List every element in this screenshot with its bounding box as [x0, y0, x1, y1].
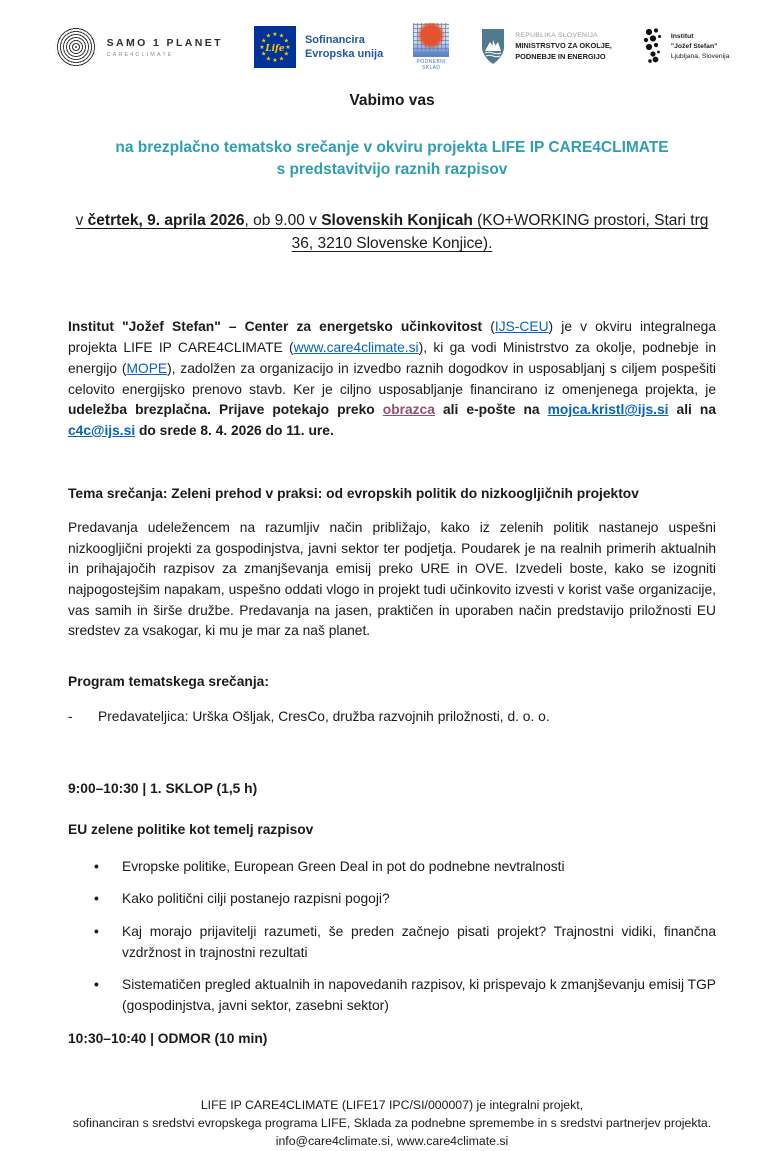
svg-text:★: ★ — [265, 55, 272, 63]
list-item — [68, 857, 716, 878]
program-heading: Program tematskega srečanja: — [68, 674, 269, 690]
dateline-text: v — [75, 211, 88, 229]
logo-eu-life — [253, 25, 383, 69]
samo1planet-text — [107, 37, 223, 58]
link-email-c4c[interactable]: c4c@ijs.si — [68, 422, 136, 438]
footer-line3: info@care4climate.si, www.care4climate.si — [275, 1134, 509, 1149]
link-care4climate[interactable]: www.care4climate.si — [293, 340, 419, 356]
podnebni-caption-line2: SKLAD — [422, 65, 441, 71]
ministry-line1: REPUBLIKA SLOVENIJA — [515, 32, 598, 40]
samo1planet-name: SAMO 1 PLANET — [106, 36, 223, 49]
podnebni-caption-line1: PODNEBNI — [416, 58, 446, 65]
footer-line2: sofinanciran s sredstvi evropskega programa LIFE, Sklada za podnebne spremembe in s sredstvi partnerjev projekta. — [72, 1115, 712, 1130]
intro-text: ( — [490, 319, 495, 335]
bullet-icon: • — [94, 924, 99, 940]
svg-text:★: ★ — [272, 31, 278, 38]
topic-heading: Tema srečanja: Zeleni prehod v praksi: od evropskih politik do nizkoogljičnih projektov — [68, 485, 639, 501]
logo-podnebni-sklad — [413, 23, 449, 72]
bullet-icon: • — [94, 858, 99, 874]
bullet-text: Kaj morajo prijavitelji razumeti, še preden začnejo pisati projekt? Trajnostni vidiki, finančna vzdržnost in trajnostni rezultati — [122, 924, 716, 960]
ministry-text — [515, 31, 612, 62]
bullet-text: Sistematičen pregled aktualnih in napovedanih razpisov, ki prispevajo k zmanjševanju emisij TGP (gospodinjstva, javni sektor, zasebni sektor) — [122, 977, 716, 1014]
ministry-line2: MINISTRSTVO ZA OKOLJE, — [515, 41, 612, 51]
intro-text: ), ki ga vodi Ministrstvo za okolje, podnebje in energijo ( — [68, 340, 716, 376]
fingerprint-globe-icon — [55, 26, 97, 68]
svg-text:★: ★ — [278, 32, 285, 40]
life-logo-label: Life — [265, 44, 285, 54]
eu-cofinance-text — [305, 33, 383, 62]
topic-description: Predavanja udeležencem na razumljiv način približajo, kako iz zelenih politik nastanejo uspešni nizkoogljični projekti za gospodinjstva, javni sektor ter podjetja. Poudarek je na realnih primerih aktualnih in prihajajočih razpisov za zmanjševanja emisij preko URE in OVE. Izvedeli boste, kako se izogniti najpogostejšim napakam, uspešno oddati vlogo in projekt tudi učinkovito izvesti v korist vaše organizacije, vas samih in širše družbe. Predavanja na jasen, praktičen in uporaben način predstavijo priložnosti EU sredstev za vsakogar, ki mu je mar za naš planet. — [68, 520, 716, 639]
sklop1-time-heading: 9:00–10:30 | 1. SKLOP (1,5 h) — [68, 781, 258, 797]
event-subtitle — [68, 137, 716, 182]
svg-text:★: ★ — [260, 50, 267, 58]
svg-text:★: ★ — [283, 37, 289, 45]
dash-marker: - — [68, 708, 73, 724]
eu-line2: Evropska unija — [304, 48, 384, 60]
samo1planet-subtitle: CARE4CLIMATE — [106, 51, 174, 58]
dateline-text: (KO+WORKING prostori, Stari trg 36, 3210 Slovenske Konjice). — [291, 211, 709, 253]
program-item — [68, 707, 716, 728]
sklop1-bullet-list — [68, 857, 716, 1017]
dateline-place: Slovenskih Konjicah — [321, 211, 473, 229]
intro-text: ), zadolžen za organizacijo in izvedbo raznih dogodkov in usposabljanj s ciljem pospešiti celovito energijsko prenovo stavb. Ker je ciljno usposabljanje financirano iz omenjenega projekta, je — [68, 360, 716, 397]
intro-bold-deadline: do srede 8. 4. 2026 do 11. ure. — [135, 422, 334, 438]
dateline-date: četrtek, 9. aprila 2026 — [87, 211, 245, 229]
event-subtitle-line2: s predstavitvijo raznih razpisov — [276, 161, 508, 179]
ijs-text — [671, 32, 730, 63]
svg-text:★: ★ — [278, 55, 285, 63]
event-date-location — [68, 209, 716, 256]
logo-header — [68, 20, 730, 74]
program-item-text: Predavateljica: Urška Ošljak, CresCo, družba razvojnih priložnosti, d. o. o. — [98, 708, 550, 724]
list-item — [68, 889, 716, 910]
intro-paragraph — [68, 317, 716, 441]
ijs-dots-icon — [642, 27, 664, 67]
slovenia-coat-of-arms-icon — [479, 27, 507, 67]
intro-bold-or-email: ali e-pošte na — [434, 402, 548, 418]
break-heading: 10:30–10:40 | ODMOR (10 min) — [68, 1030, 268, 1046]
intro-bold-free: udeležba brezplačna. Prijave potekajo preko — [68, 402, 383, 418]
intro-bold-lead: Institut "Jožef Stefan" – Center za energetsko učinkovitost — [68, 319, 491, 335]
link-email-mojca[interactable]: mojca.kristl@ijs.si — [547, 402, 669, 418]
document-footer — [0, 1096, 784, 1151]
svg-text:★: ★ — [259, 44, 265, 51]
svg-text:★: ★ — [283, 50, 289, 58]
podnebni-sklad-caption — [417, 59, 446, 72]
event-subtitle-line1: na brezplačno tematsko srečanje v okviru projekta LIFE IP CARE4CLIMATE — [115, 139, 669, 156]
logo-ministry — [479, 27, 612, 67]
bullet-text: Evropske politike, European Green Deal in pot do podnebne nevtralnosti — [122, 858, 565, 874]
bullet-icon: • — [94, 891, 99, 907]
list-item — [68, 975, 716, 1016]
ijs-line1: Institut — [670, 32, 694, 40]
svg-text:★: ★ — [272, 57, 278, 64]
eu-flag-icon — [253, 25, 297, 69]
dateline-text: , ob 9.00 v — [244, 211, 322, 229]
ministry-line3: PODNEBJE IN ENERGIJO — [515, 51, 606, 61]
svg-text:★: ★ — [260, 37, 267, 45]
intro-bold-or: ali na — [668, 402, 717, 418]
footer-line1: LIFE IP CARE4CLIMATE (LIFE17 IPC/SI/000007) je integralni projekt, — [200, 1097, 584, 1112]
eu-line1: Sofinancira — [304, 33, 365, 46]
ijs-line3: Ljubljana, Slovenija — [670, 53, 730, 61]
bullet-text: Kako politični cilji postanejo razpisni pogoji? — [122, 891, 390, 907]
svg-text:★: ★ — [285, 44, 291, 51]
bullet-icon: • — [94, 977, 99, 993]
intro-text: ) je v okviru integralnega projekta LIFE IP CARE4CLIMATE ( — [68, 319, 716, 356]
page-title: Vabimo vas — [349, 92, 435, 109]
link-ijs-ceu[interactable]: IJS-CEU — [494, 319, 549, 335]
svg-text:★: ★ — [265, 32, 272, 40]
list-item — [68, 922, 716, 963]
climate-fund-grid-icon — [413, 23, 449, 57]
logo-ijs — [642, 27, 730, 67]
logo-samo1planet — [55, 26, 223, 68]
link-registration-form[interactable]: obrazca — [382, 402, 435, 418]
ijs-line2: "Jožef Stefan" — [670, 42, 718, 50]
sklop1-topic-heading: EU zelene politike kot temelj razpisov — [68, 822, 314, 838]
link-mope[interactable]: MOPE — [126, 360, 168, 376]
